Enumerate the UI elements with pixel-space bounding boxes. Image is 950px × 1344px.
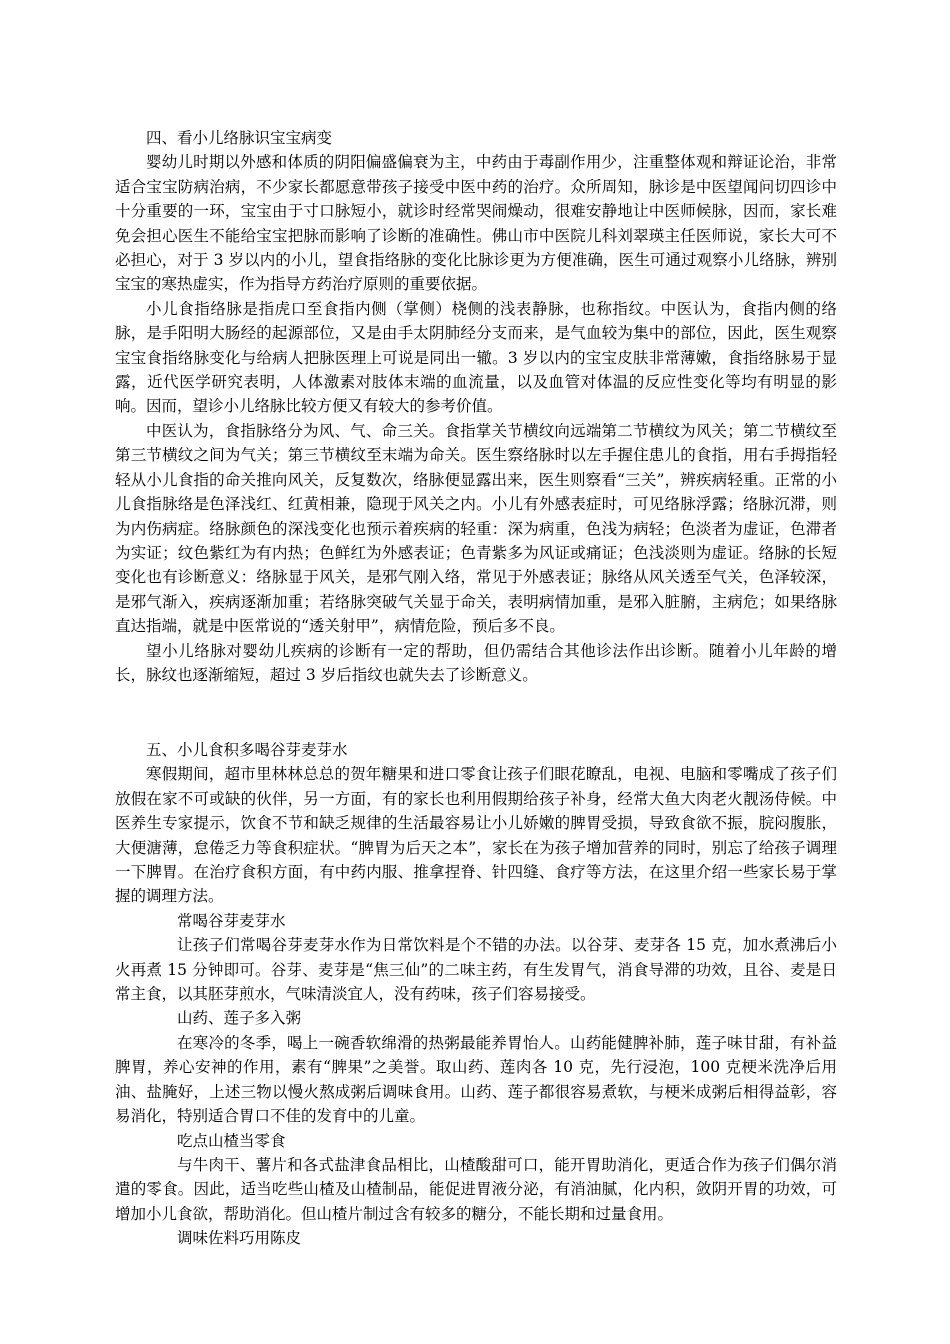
subheading-yam-lotus-porridge: 山药、莲子多入粥: [177, 1009, 302, 1028]
section-4-paragraph-1: 婴幼儿时期以外感和体质的阴阳偏盛偏衰为主，中药由于毒副作用少，注重整体观和辩证论治，非常适合宝宝防病治病，不少家长都愿意带孩子接受中医中药的治疗。众所周知，脉诊是中医望闻问切四诊中十分重要的一环，宝宝由于寸口脉短小，就诊时经常哭闹燥动，很难安静地让中医师候脉，因而，家长难免会担心医生不能给宝宝把脉而影响了诊断的准确性。佛山市中医院儿科刘翠瑛主任医师说，家长大可不必担心，对于 3 岁以内的小儿，望食指络脉的变化比脉诊更为方便准确，医生可通过观察小儿络脉，辨别宝宝的寒热虚实，作为指导方药治疗原则的重要依据。: [115, 153, 837, 294]
subparagraph-yam-lotus-porridge: 在寒冷的冬季，喝上一碗香软绵滑的热粥最能养胃怡人。山药能健脾补肺，莲子味甘甜，有补益脾胃，养心安神的作用，素有“脾果”之美誉。取山药、莲肉各 10 克，先行浸泡，100 克梗米洗净后用油、盐腌好，上述三物以慢火熬成粥后调味食用。山药、莲子都很容易煮软，与梗米成粥后相得益彰，容易消化，特别适合胃口不佳的发育中的儿童。: [115, 1033, 837, 1126]
section-5-intro: 寒假期间，超市里林林总总的贺年糖果和进口零食让孩子们眼花瞭乱，电视、电脑和零嘴成了孩子们放假在家不可或缺的伙伴，另一方面，有的家长也利用假期给孩子补身，经常大鱼大肉老火靓汤侍候。中医养生专家提示，饮食不节和缺乏规律的生活最容易让小儿娇嫩的脾胃受损，导致食欲不振，脘闷腹胀，大便溏薄，怠倦乏力等食积症状。“脾胃为后天之本”，家长在为孩子增加营养的同时，别忘了给孩子调理一下脾胃。在治疗食积方面，有中药内服、推拿捏脊、针四缝、食疗等方法，在这里介绍一些家长易于掌握的调理方法。: [115, 765, 837, 906]
section-4-paragraph-3: 中医认为，食指脉络分为风、气、命三关。食指掌关节横纹向远端第二节横纹为风关；第二节横纹至第三节横纹之间为气关；第三节横纹至末端为命关。医生察络脉时以左手握住患儿的食指，用右手拇指轻轻从小儿食指的命关推向风关，反复数次，络脉便显露出来，医生则察看“三关”，辨疾病轻重。正常的小儿食指脉络是色泽浅红、红黄相兼，隐现于风关之内。小儿有外感表症时，可见络脉浮露；络脉沉滞，则为内伤病症。络脉颜色的深浅变化也预示着疾病的轻重：深为病重，色浅为病轻；色淡者为虚证，色滞者为实证；纹色紫红为有内热；色鲜红为外感表证；色青紫多为风证或痛证；色浅淡则为虚证。络脉的长短变化也有诊断意义：络脉显于风关，是邪气刚入络，常见于外感表证；脉络从风关透至气关，色泽较深，是邪气渐入，疾病逐渐加重；若络脉突破气关显于命关，表明病情加重，是邪入脏腑，主病危；如果络脉直达指端，就是中医常说的“透关射甲”，病情危险，预后多不良。: [115, 421, 837, 636]
subparagraph-grain-sprout-water: 让孩子们常喝谷芽麦芽水作为日常饮料是个不错的办法。以谷芽、麦芽各 15 克，加水煮沸后小火再煮 15 分钟即可。谷芽、麦芽是“焦三仙”的二味主药，有生发胃气，消食导滞的功效，且谷、麦是日常主食，以其胚芽煎水，气味清淡宜人，没有药味，孩子们容易接受。: [115, 936, 837, 1004]
section-5: [115, 738, 837, 1251]
section-4-paragraph-4: 望小儿络脉对婴幼儿疾病的诊断有一定的帮助，但仍需结合其他诊法作出诊断。随着小儿年龄的增长，脉纹也逐渐缩短，超过 3 岁后指纹也就失去了诊断意义。: [115, 641, 837, 684]
subheading-tangerine-peel: 调味佐料巧用陈皮: [177, 1229, 302, 1248]
section-4-heading: 四、看小儿络脉识宝宝病变: [146, 129, 333, 147]
section-4: [115, 126, 837, 687]
subheading-grain-sprout-water: 常喝谷芽麦芽水: [177, 911, 286, 930]
section-5-heading: 五、小儿食积多喝谷芽麦芽水: [146, 741, 348, 759]
section-4-paragraph-2: 小儿食指络脉是指虎口至食指内侧（掌侧）桡侧的浅表静脉，也称指纹。中医认为，食指内侧的络脉，是手阳明大肠经的起源部位，又是由手太阴肺经分支而来，是气血较为集中的部位，因此，医生观察宝宝食指络脉变化与给病人把脉医理上可说是同出一辙。3 岁以内的宝宝皮肤非常薄嫩，食指络脉易于显露，近代医学研究表明，人体激素对肢体末端的血流量，以及血管对体温的反应性变化等均有明显的影响。因而，望诊小儿络脉比较方便又有较大的参考价值。: [115, 299, 837, 416]
subheading-hawthorn-snack: 吃点山楂当零食: [177, 1131, 286, 1150]
subparagraph-hawthorn-snack: 与牛肉干、薯片和各式盐津食品相比，山楂酸甜可口，能开胃助消化，更适合作为孩子们偶尔消遣的零食。因此，适当吃些山楂及山楂制品，能促进胃液分泌，有消油腻，化内积，敛阴开胃的功效，可增加小儿食欲，帮助消化。但山楂片制过含有较多的糖分，不能长期和过量食用。: [115, 1155, 837, 1223]
